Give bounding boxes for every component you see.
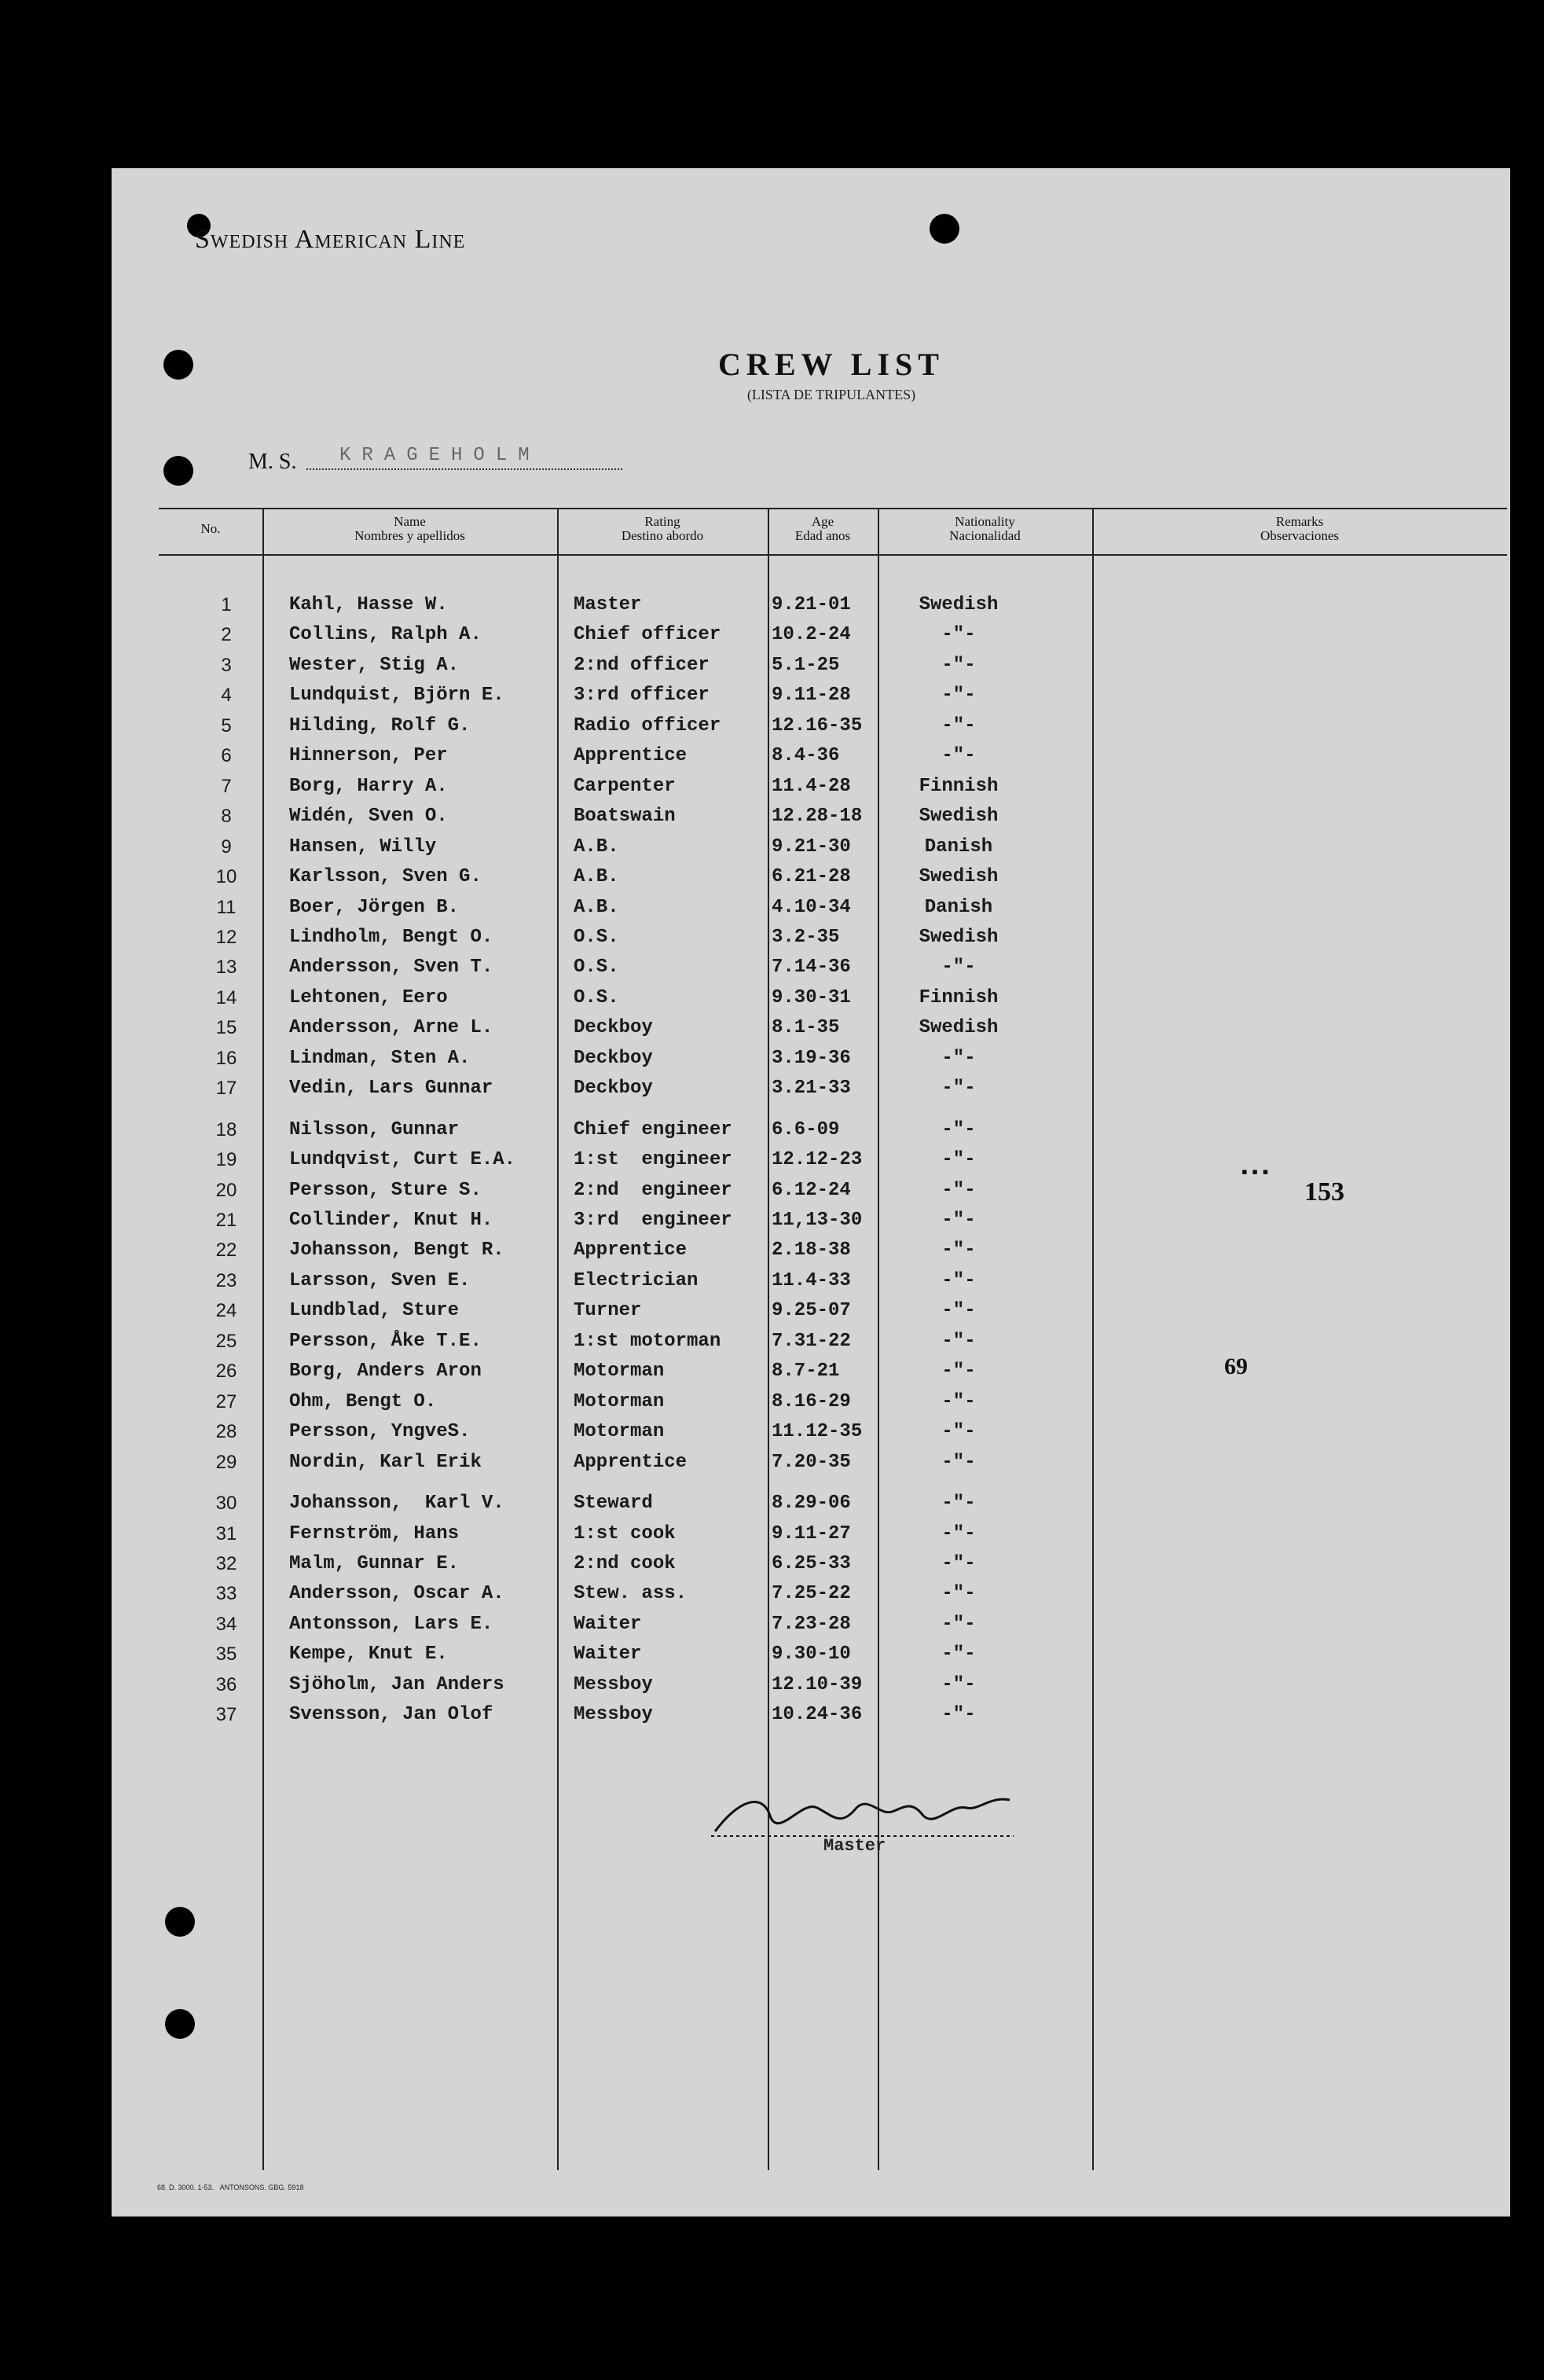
crew-number: 33	[215, 1583, 237, 1605]
ship-name-line	[306, 468, 622, 470]
crew-age: 9.30-31	[772, 986, 851, 1008]
crew-rating: 1:st cook	[574, 1522, 676, 1544]
print-code: 68. D. 3000. 1-53. ANTONSONS. GBG. 5918	[157, 2184, 304, 2191]
crew-rating: A.B.	[574, 896, 619, 918]
crew-name: Malm, Gunnar E.	[289, 1552, 460, 1574]
crew-name: Collins, Ralph A.	[289, 624, 482, 646]
crew-number: 26	[215, 1361, 237, 1383]
crew-rating: Deckboy	[574, 1017, 653, 1039]
crew-number: 28	[215, 1421, 237, 1443]
crew-name: Nilsson, Gunnar	[289, 1118, 460, 1140]
crew-name: Karlsson, Sven G.	[289, 866, 482, 888]
crew-nationality: -"-	[941, 1078, 976, 1100]
crew-name: Hilding, Rolf G.	[289, 714, 471, 736]
crew-number: 18	[215, 1118, 237, 1140]
crew-age: 9.11-28	[772, 685, 851, 707]
crew-nationality: Swedish	[919, 926, 999, 948]
crew-age: 3.2-35	[772, 926, 840, 948]
crew-number: 36	[215, 1673, 237, 1695]
crew-age: 11,13-30	[772, 1210, 863, 1231]
crew-age: 7.25-22	[772, 1583, 851, 1605]
crew-number: 10	[215, 866, 237, 888]
crew-nationality: -"-	[941, 624, 976, 646]
crew-number: 13	[215, 957, 237, 979]
crew-number: 8	[221, 806, 232, 828]
crew-rating: Motorman	[574, 1421, 665, 1443]
col-header-remarks: Remarks Observaciones	[1260, 514, 1340, 543]
crew-number: 16	[215, 1047, 237, 1069]
crew-age: 12.10-39	[772, 1673, 863, 1695]
crew-name: Antonsson, Lars E.	[289, 1613, 493, 1635]
crew-age: 6.21-28	[772, 866, 851, 888]
crew-nationality: -"-	[941, 1421, 976, 1443]
crew-rating: Master	[574, 594, 642, 615]
crew-number: 6	[221, 745, 232, 767]
crew-number: 19	[215, 1149, 237, 1171]
crew-nationality: -"-	[941, 1522, 976, 1544]
crew-rating: 3:rd engineer	[574, 1210, 732, 1231]
crew-rating: Turner	[574, 1300, 642, 1322]
crew-name: Borg, Harry A.	[289, 775, 448, 797]
crew-nationality: -"-	[941, 654, 976, 676]
crew-rating: Messboy	[574, 1704, 653, 1726]
crew-rating: Waiter	[574, 1613, 642, 1635]
crew-nationality: -"-	[941, 1673, 976, 1695]
crew-number: 32	[215, 1552, 237, 1574]
crew-number: 20	[215, 1179, 237, 1201]
crew-age: 11.4-28	[772, 775, 851, 797]
crew-nationality: Danish	[924, 896, 993, 918]
crew-age: 4.10-34	[772, 896, 851, 918]
crew-rating: Deckboy	[574, 1078, 653, 1100]
crew-name: Larsson, Sven E.	[289, 1269, 471, 1291]
crew-rating: Boatswain	[574, 806, 676, 828]
crew-number: 14	[215, 986, 237, 1008]
crew-name: Kempe, Knut E.	[289, 1644, 448, 1666]
crew-age: 7.20-35	[772, 1451, 851, 1473]
crew-nationality: -"-	[941, 1269, 976, 1291]
crew-age: 9.11-27	[772, 1522, 851, 1544]
punch-hole	[165, 2009, 195, 2039]
crew-age: 12.16-35	[772, 714, 863, 736]
crew-age: 9.21-30	[772, 836, 851, 858]
stamp-number: 153	[1304, 1177, 1344, 1207]
crew-number: 17	[215, 1078, 237, 1100]
crew-rating: A.B.	[574, 836, 619, 858]
column-divider	[1092, 508, 1094, 2170]
crew-rating: 3:rd officer	[574, 685, 710, 707]
crew-nationality: Swedish	[919, 866, 999, 888]
crew-age: 3.19-36	[772, 1047, 851, 1069]
crew-name: Svensson, Jan Olof	[289, 1704, 493, 1726]
column-divider	[557, 508, 559, 2170]
crew-rating: O.S.	[574, 986, 619, 1008]
crew-nationality: Swedish	[919, 594, 999, 615]
crew-rating: A.B.	[574, 866, 619, 888]
crew-rating: Motorman	[574, 1361, 665, 1383]
column-divider	[768, 508, 769, 2170]
crew-age: 10.2-24	[772, 624, 851, 646]
ship-name: KRAGEHOLM	[339, 445, 541, 466]
crew-nationality: Finnish	[919, 986, 999, 1008]
crew-name: Persson, Åke T.E.	[289, 1330, 482, 1352]
column-divider	[262, 508, 264, 2170]
crew-number: 30	[215, 1493, 237, 1515]
crew-nationality: -"-	[941, 1330, 976, 1352]
crew-nationality: -"-	[941, 1210, 976, 1231]
crew-nationality: -"-	[941, 1704, 976, 1726]
crew-age: 7.23-28	[772, 1613, 851, 1635]
crew-name: Collinder, Knut H.	[289, 1210, 493, 1231]
crew-name: Johansson, Karl V.	[289, 1493, 504, 1515]
crew-nationality: Finnish	[919, 775, 999, 797]
crew-number: 23	[215, 1269, 237, 1291]
col-header-rating: Rating Destino abordo	[621, 514, 704, 543]
crew-number: 27	[215, 1390, 237, 1412]
crew-rating: Stew. ass.	[574, 1583, 688, 1605]
crew-number: 1	[221, 594, 232, 615]
crew-number: 34	[215, 1613, 237, 1635]
crew-name: Fernström, Hans	[289, 1522, 460, 1544]
crew-nationality: -"-	[941, 1583, 976, 1605]
crew-nationality: -"-	[941, 1552, 976, 1574]
crew-rating: O.S.	[574, 957, 619, 979]
crew-age: 5.1-25	[772, 654, 840, 676]
crew-nationality: -"-	[941, 1047, 976, 1069]
crew-number: 15	[215, 1017, 237, 1039]
crew-nationality: -"-	[941, 1179, 976, 1201]
crew-nationality: -"-	[941, 1613, 976, 1635]
crew-age: 11.12-35	[772, 1421, 863, 1443]
crew-nationality: Danish	[924, 836, 993, 858]
table-top-rule	[159, 508, 1507, 509]
crew-number: 4	[221, 685, 232, 707]
crew-age: 3.21-33	[772, 1078, 851, 1100]
col-header-no: No.	[200, 521, 221, 536]
crew-nationality: -"-	[941, 1644, 976, 1666]
crew-age: 8.1-35	[772, 1017, 840, 1039]
crew-name: Nordin, Karl Erik	[289, 1451, 482, 1473]
crew-age: 6.25-33	[772, 1552, 851, 1574]
crew-number: 7	[221, 775, 232, 797]
crew-age: 8.29-06	[772, 1493, 851, 1515]
crew-age: 11.4-33	[772, 1269, 851, 1291]
crew-number: 3	[221, 654, 232, 676]
crew-nationality: -"-	[941, 1149, 976, 1171]
crew-number: 37	[215, 1704, 237, 1726]
crew-rating: Carpenter	[574, 775, 676, 797]
crew-rating: 2:nd cook	[574, 1552, 676, 1574]
crew-rating: 1:st motorman	[574, 1330, 721, 1352]
crew-name: Lundquist, Björn E.	[289, 685, 504, 707]
crew-rating: Apprentice	[574, 745, 688, 767]
col-header-name: Name Nombres y apellidos	[354, 514, 465, 543]
crew-name: Johansson, Bengt R.	[289, 1240, 504, 1262]
crew-nationality: -"-	[941, 714, 976, 736]
crew-nationality: Swedish	[919, 1017, 999, 1039]
crew-age: 8.16-29	[772, 1390, 851, 1412]
crew-nationality: Swedish	[919, 806, 999, 828]
crew-number: 24	[215, 1300, 237, 1322]
crew-name: Kahl, Hasse W.	[289, 594, 448, 615]
crew-name: Lundqvist, Curt E.A.	[289, 1149, 516, 1171]
crew-number: 12	[215, 926, 237, 948]
margin-number: 69	[1224, 1353, 1248, 1379]
crew-name: Sjöholm, Jan Anders	[289, 1673, 504, 1695]
crew-number: 31	[215, 1522, 237, 1544]
col-header-nationality: Nationality Nacionalidad	[949, 514, 1021, 543]
crew-age: 7.31-22	[772, 1330, 851, 1352]
crew-age: 9.25-07	[772, 1300, 851, 1322]
crew-rating: Chief officer	[574, 624, 721, 646]
crew-number: 11	[216, 896, 237, 918]
crew-age: 9.30-10	[772, 1644, 851, 1666]
crew-age: 2.18-38	[772, 1240, 851, 1262]
crew-number: 29	[215, 1451, 237, 1473]
page-title: CREW LIST	[718, 347, 944, 382]
crew-number: 21	[215, 1210, 237, 1231]
col-header-age: Age Edad anos	[794, 514, 851, 543]
crew-name: Hinnerson, Per	[289, 745, 448, 767]
crew-nationality: -"-	[941, 957, 976, 979]
crew-age: 8.4-36	[772, 745, 840, 767]
crew-rating: Waiter	[574, 1644, 642, 1666]
punch-hole	[165, 1907, 195, 1937]
crew-name: Borg, Anders Aron	[289, 1361, 482, 1383]
crew-nationality: -"-	[941, 1451, 976, 1473]
crew-rating: Radio officer	[574, 714, 721, 736]
crew-name: Andersson, Oscar A.	[289, 1583, 504, 1605]
crew-nationality: -"-	[941, 1240, 976, 1262]
crew-age: 8.7-21	[772, 1361, 840, 1383]
crew-name: Lindman, Sten A.	[289, 1047, 471, 1069]
crew-name: Lundblad, Sture	[289, 1300, 460, 1322]
crew-rating: Deckboy	[574, 1047, 653, 1069]
crew-nationality: -"-	[941, 685, 976, 707]
crew-name: Hansen, Willy	[289, 836, 437, 858]
crew-name: Andersson, Sven T.	[289, 957, 493, 979]
crew-rating: Motorman	[574, 1390, 665, 1412]
crew-nationality: -"-	[941, 745, 976, 767]
crew-number: 2	[221, 624, 232, 646]
crew-name: Widén, Sven O.	[289, 806, 448, 828]
crew-name: Lindholm, Bengt O.	[289, 926, 493, 948]
punch-hole	[930, 214, 959, 244]
crew-name: Ohm, Bengt O.	[289, 1390, 437, 1412]
column-divider	[878, 508, 879, 2170]
crew-name: Boer, Jörgen B.	[289, 896, 460, 918]
crew-number: 25	[215, 1330, 237, 1352]
crew-age: 9.21-01	[772, 594, 851, 615]
crew-rating: Apprentice	[574, 1451, 688, 1473]
signature-label: Master	[823, 1836, 886, 1856]
crew-age: 6.6-09	[772, 1118, 840, 1140]
crew-age: 12.12-23	[772, 1149, 863, 1171]
crew-nationality: -"-	[941, 1493, 976, 1515]
crew-age: 10.24-36	[772, 1704, 863, 1726]
company-name: Swedish American Line	[195, 225, 466, 254]
page-subtitle: (LISTA DE TRIPULANTES)	[746, 387, 916, 402]
crew-nationality: -"-	[941, 1118, 976, 1140]
ship-label: M. S.	[248, 450, 297, 474]
crew-nationality: -"-	[941, 1361, 976, 1383]
crew-name: Persson, Sture S.	[289, 1179, 482, 1201]
crew-nationality: -"-	[941, 1390, 976, 1412]
crew-rating: O.S.	[574, 926, 619, 948]
crew-rating: Chief engineer	[574, 1118, 732, 1140]
crew-number: 9	[221, 836, 232, 858]
crew-rating: 2:nd officer	[574, 654, 710, 676]
crew-name: Andersson, Arne L.	[289, 1017, 493, 1039]
crew-nationality: -"-	[941, 1300, 976, 1322]
crew-age: 7.14-36	[772, 957, 851, 979]
crew-age: 12.28-18	[772, 806, 863, 828]
stamp-marks: ▪ ▪ ▪	[1241, 1162, 1269, 1181]
crew-rating: Apprentice	[574, 1240, 688, 1262]
crew-rating: 1:st engineer	[574, 1149, 732, 1171]
crew-name: Persson, YngveS.	[289, 1421, 471, 1443]
table-header-rule	[159, 554, 1507, 556]
crew-age: 6.12-24	[772, 1179, 851, 1201]
crew-rating: Messboy	[574, 1673, 653, 1695]
crew-rating: Steward	[574, 1493, 653, 1515]
crew-number: 22	[215, 1240, 237, 1262]
crew-name: Wester, Stig A.	[289, 654, 460, 676]
punch-hole	[163, 456, 193, 486]
crew-name: Lehtonen, Eero	[289, 986, 448, 1008]
crew-number: 35	[215, 1644, 237, 1666]
crew-name: Vedin, Lars Gunnar	[289, 1078, 493, 1100]
crew-rating: Electrician	[574, 1269, 699, 1291]
crew-number: 5	[221, 714, 232, 736]
crew-rating: 2:nd engineer	[574, 1179, 732, 1201]
